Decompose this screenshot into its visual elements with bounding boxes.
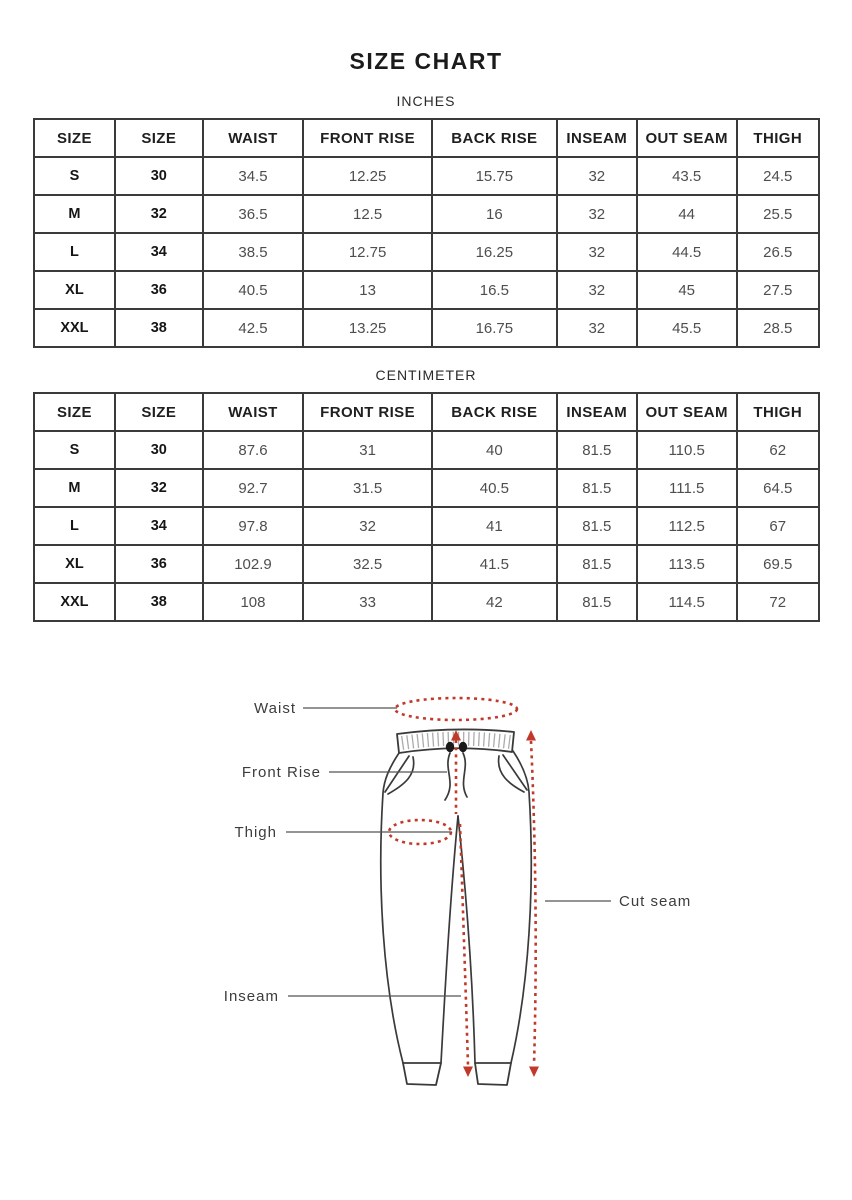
header-cell-front-rise: FRONT RISE — [303, 119, 432, 157]
inseam-measure-line — [460, 824, 468, 1065]
table-cell: 33 — [303, 583, 432, 621]
table-cell: 13.25 — [303, 309, 432, 347]
table-cell: XL — [34, 271, 115, 309]
table-cell: 69.5 — [737, 545, 819, 583]
drawstring-eyelet-left — [446, 742, 454, 752]
table-cell: 12.5 — [303, 195, 432, 233]
table-cell: 32 — [115, 195, 203, 233]
table-cell: 12.25 — [303, 157, 432, 195]
table-cell: 81.5 — [557, 469, 637, 507]
inches-table-body — [34, 157, 819, 347]
table-header-row — [34, 119, 819, 157]
table-cell: 16.5 — [432, 271, 557, 309]
header-cell-size: SIZE — [34, 119, 115, 157]
out-seam-arrow-up — [526, 730, 536, 741]
table-cell: 42.5 — [203, 309, 303, 347]
table-cell: 38.5 — [203, 233, 303, 271]
table-cell: 34 — [115, 233, 203, 271]
table-cell: 36.5 — [203, 195, 303, 233]
drawstring-cord-right — [463, 753, 467, 797]
table-cell: 28.5 — [737, 309, 819, 347]
thigh-label: Thigh — [234, 824, 277, 841]
table-cell: 32 — [557, 309, 637, 347]
table-cell: M — [34, 469, 115, 507]
table-row — [34, 545, 819, 583]
header-cell-front-rise: FRONT RISE — [303, 393, 432, 431]
table-cell: 12.75 — [303, 233, 432, 271]
table-row — [34, 271, 819, 309]
inches-table-header — [34, 119, 819, 157]
table-cell: XL — [34, 545, 115, 583]
table-cell: 32 — [303, 507, 432, 545]
out-seam-arrow-down — [529, 1067, 539, 1078]
cut-seam-label: Cut seam — [619, 893, 692, 910]
table-cell: 67 — [737, 507, 819, 545]
table-header-row — [34, 393, 819, 431]
table-cell: 64.5 — [737, 469, 819, 507]
table-cell: 26.5 — [737, 233, 819, 271]
table-cell: 31 — [303, 431, 432, 469]
pocket-line-right — [503, 755, 527, 790]
table-row — [34, 309, 819, 347]
table-cell: L — [34, 507, 115, 545]
table-cell: 32 — [557, 157, 637, 195]
inseam-arrow-down — [463, 1067, 473, 1078]
front-rise-label: Front Rise — [241, 764, 321, 781]
table-row — [34, 431, 819, 469]
table-cell: 44.5 — [637, 233, 737, 271]
header-cell-thigh: THIGH — [737, 393, 819, 431]
table-cell: 41.5 — [432, 545, 557, 583]
table-row — [34, 195, 819, 233]
table-row — [34, 507, 819, 545]
table-cell: 34.5 — [203, 157, 303, 195]
table-cell: 42 — [432, 583, 557, 621]
table-row — [34, 583, 819, 621]
table-cell: 111.5 — [637, 469, 737, 507]
centimeter-table-body — [34, 431, 819, 621]
table-cell: XXL — [34, 309, 115, 347]
header-cell-back-rise: BACK RISE — [432, 393, 557, 431]
table-cell: 112.5 — [637, 507, 737, 545]
header-cell-back-rise: BACK RISE — [432, 119, 557, 157]
table-row — [34, 469, 819, 507]
pocket-line-left — [385, 756, 409, 792]
table-cell: 81.5 — [557, 583, 637, 621]
header-cell-size: SIZE — [34, 393, 115, 431]
table-cell: 15.75 — [432, 157, 557, 195]
pants-measurement-diagram — [0, 660, 852, 1110]
table-cell: 31.5 — [303, 469, 432, 507]
table-cell: 24.5 — [737, 157, 819, 195]
table-cell: 72 — [737, 583, 819, 621]
table-cell: 102.9 — [203, 545, 303, 583]
table-cell: 108 — [203, 583, 303, 621]
table-cell: 81.5 — [557, 507, 637, 545]
table-row — [34, 157, 819, 195]
table-cell: 97.8 — [203, 507, 303, 545]
header-cell-inseam: INSEAM — [557, 119, 637, 157]
table-cell: 30 — [115, 431, 203, 469]
table-cell: 25.5 — [737, 195, 819, 233]
pants-left-inner-seam — [441, 816, 458, 1063]
table-cell: 32 — [557, 233, 637, 271]
centimeter-size-table — [33, 392, 820, 622]
inseam-label: Inseam — [223, 988, 279, 1005]
cuff-left — [403, 1063, 441, 1085]
page-title: SIZE CHART — [349, 48, 503, 74]
table-cell: 38 — [115, 309, 203, 347]
pants-right-outer-seam — [511, 751, 531, 1063]
cuff-right — [475, 1063, 511, 1085]
header-cell-out-seam: OUT SEAM — [637, 119, 737, 157]
table-cell: 43.5 — [637, 157, 737, 195]
table-cell: 13 — [303, 271, 432, 309]
table-cell: 44 — [637, 195, 737, 233]
table-cell: 16.75 — [432, 309, 557, 347]
table-cell: 36 — [115, 271, 203, 309]
waist-measure-ellipse — [395, 698, 517, 720]
drawstring-eyelet-right — [459, 742, 467, 752]
table-cell: 113.5 — [637, 545, 737, 583]
table-cell: 16 — [432, 195, 557, 233]
table-cell: 32 — [115, 469, 203, 507]
table-cell: 81.5 — [557, 431, 637, 469]
header-cell-thigh: THIGH — [737, 119, 819, 157]
table-cell: 114.5 — [637, 583, 737, 621]
table-cell: 32 — [557, 271, 637, 309]
inches-size-table — [33, 118, 820, 348]
out-seam-measure-line — [531, 741, 536, 1065]
inches-section-label: INCHES — [396, 93, 456, 109]
table-cell: 87.6 — [203, 431, 303, 469]
drawstring-cord-left — [445, 753, 450, 800]
table-cell: 30 — [115, 157, 203, 195]
header-cell-size-num: SIZE — [115, 119, 203, 157]
table-cell: 41 — [432, 507, 557, 545]
table-cell: L — [34, 233, 115, 271]
centimeter-table-header — [34, 393, 819, 431]
table-cell: XXL — [34, 583, 115, 621]
table-cell: 40.5 — [203, 271, 303, 309]
pocket-curve-left — [388, 757, 414, 794]
table-cell: 40 — [432, 431, 557, 469]
waist-label: Waist — [254, 700, 296, 717]
header-cell-waist: WAIST — [203, 393, 303, 431]
table-cell: 16.25 — [432, 233, 557, 271]
table-cell: 110.5 — [637, 431, 737, 469]
table-cell: 34 — [115, 507, 203, 545]
table-row — [34, 233, 819, 271]
table-cell: 92.7 — [203, 469, 303, 507]
table-cell: S — [34, 157, 115, 195]
table-cell: 40.5 — [432, 469, 557, 507]
table-cell: 36 — [115, 545, 203, 583]
header-cell-size-num: SIZE — [115, 393, 203, 431]
table-cell: 32 — [557, 195, 637, 233]
table-cell: 38 — [115, 583, 203, 621]
pants-left-outer-seam — [381, 753, 403, 1063]
table-cell: 45 — [637, 271, 737, 309]
table-cell: 32.5 — [303, 545, 432, 583]
header-cell-inseam: INSEAM — [557, 393, 637, 431]
table-cell: 62 — [737, 431, 819, 469]
table-cell: M — [34, 195, 115, 233]
table-cell: 81.5 — [557, 545, 637, 583]
table-cell: 27.5 — [737, 271, 819, 309]
header-cell-waist: WAIST — [203, 119, 303, 157]
table-cell: S — [34, 431, 115, 469]
centimeter-section-label: CENTIMETER — [375, 367, 477, 383]
header-cell-out-seam: OUT SEAM — [637, 393, 737, 431]
table-cell: 45.5 — [637, 309, 737, 347]
